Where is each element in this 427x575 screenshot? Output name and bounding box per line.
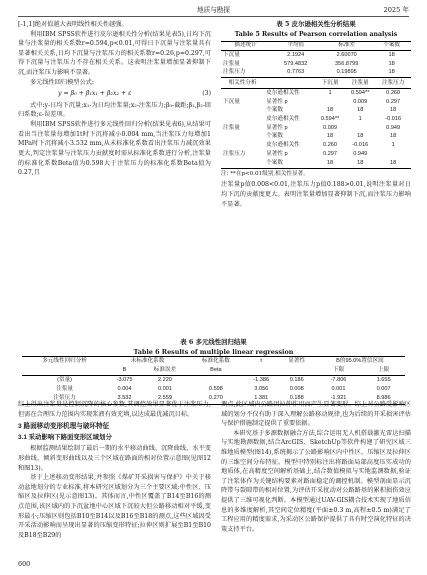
table-cell bbox=[188, 376, 244, 386]
table-cell: 0.297 bbox=[323, 150, 338, 157]
table5-corr-header-row bbox=[221, 79, 411, 88]
table-cell: -0.016 bbox=[352, 142, 369, 149]
table6-header-cell: t bbox=[260, 357, 262, 364]
table-cell: 18 bbox=[357, 107, 364, 114]
table-cell: 0.260 bbox=[386, 89, 401, 96]
table-cell: 皮尔逊相关性 bbox=[266, 89, 300, 96]
table-cell: 0.186 bbox=[289, 377, 304, 384]
table6-header-cell bbox=[279, 366, 315, 376]
table-cell: 显著性 p bbox=[266, 150, 288, 157]
left-paragraphs-section bbox=[18, 444, 211, 540]
table-cell: 18 bbox=[388, 51, 395, 58]
table5-header-cell bbox=[264, 79, 315, 88]
page-number: 600 bbox=[18, 560, 31, 568]
table-cell: 3.532 bbox=[117, 395, 132, 402]
table-cell: 0.188 bbox=[289, 395, 304, 402]
paragraph: 本研究基于多源数据融合方法,综合运用无人机搭载激光雷达扫描与实地勘测数据,结合ArcGIS、SketchUp等软件构建了研究区域三维地质模型(图14),系统揭示了公路影响区内中性区、压缩区及拉伸区的三维空间分布特征。模型中特别标注出将路面局部高度压实成功的地质体,在高精度空间解析基础上,结合数值模拟与实地监测数据,验证了注浆体作为关键结构要素对路面稳定的调控机制。模型剖面显示沉降带与裂隙带的相对位置,为评估开采扰动对公路路基的累积损伤效应提供了三维可视化判断。本模型通过UAV-GIS耦合技术实现了地质信息的多维度解析,其空间定位精度(平面±0.3 m,高程±0.5 m)满足了工程应用的精度需求,为采动区公路保护提供了具有时空演化特征的决策支持平台。 bbox=[221, 429, 411, 533]
paragraph: 根据监测结果绘制了最后一期的水平移动曲线、沉降曲线、水平变形曲线、倾斜变形曲线以及三个区域在路面的相对位置示意图(见图12和图13)。 bbox=[18, 445, 211, 472]
table-cell: 0.949 bbox=[386, 124, 401, 131]
table5-header-cell: 描述统计 bbox=[234, 42, 257, 49]
table-cell: 1 bbox=[358, 116, 362, 122]
section-3-heading: 3 路面移动变形机理与破坏特征 bbox=[18, 423, 110, 431]
table6-header-cell: 上限 bbox=[377, 366, 390, 373]
table6-header-cell: Beta bbox=[210, 366, 222, 373]
left-column-upper bbox=[18, 20, 211, 178]
table-cell: 0.001 bbox=[157, 386, 172, 393]
paragraph: 测点,此区域内公路因拉伸作用而产生显著变形。综上对公路受影响区域的划分不仅有助于深入理解公路移动规律,也为后续的开采损害评估与保护措施制定提供了重要依据。 bbox=[221, 401, 411, 428]
table6-caption-block bbox=[18, 338, 409, 358]
table6-header-cell bbox=[22, 366, 107, 376]
paragraph: 综上得出注浆量是控制沉降的核心参数,其调控效果显著优于注浆压力,但需在合理压力范围内实现浆液有效充填,以达成最优减沉目标。 bbox=[18, 401, 211, 418]
table-cell: 18 bbox=[390, 133, 397, 140]
left-paragraphs-bottom bbox=[18, 400, 211, 419]
table-cell: 显著性 p bbox=[266, 98, 288, 105]
table-cell bbox=[315, 98, 345, 107]
table-cell: -1.921 bbox=[330, 395, 347, 402]
table-cell: 1.381 bbox=[254, 395, 269, 402]
table6-header-cell: 下限 bbox=[332, 366, 345, 373]
table-cell: 0.7763 bbox=[287, 69, 305, 76]
table-cell: 0.001 bbox=[331, 386, 346, 393]
table6-caption: 表 6 多元线性回归结果 bbox=[180, 338, 247, 346]
table-cell bbox=[375, 150, 411, 159]
table5-header-cell: 标准差 bbox=[338, 42, 356, 49]
table5-header-cell: 下沉量 bbox=[321, 80, 339, 87]
table-cell: 18 bbox=[390, 107, 397, 114]
table-cell: 注浆压力 bbox=[53, 395, 76, 402]
table-row bbox=[221, 69, 411, 78]
paragraph: 利用IBM SPSS软件进行多元线性回归分析(结果见表6),从结果可看出当注浆量每增加1t时下沉将减小0.004 mm,当注浆压力每增加1 MPa时下沉将减小3.532 mm,从未标准化系数看出注浆压力减沉效果更大,判定注浆量与注浆压力贡献度时需从标准化系数进行分析,注浆量的标准化系数Beta值为0.598大于注浆压力的标准化系数Beta值为0.27,且 bbox=[18, 121, 211, 177]
table-cell: 18 bbox=[326, 159, 334, 166]
paragraph: 多元线性回归模型公式: bbox=[30, 78, 94, 86]
journal-name: 地质与勘探 bbox=[197, 6, 230, 14]
table-cell: -0.016 bbox=[385, 116, 402, 122]
table-cell: 0.270 bbox=[208, 395, 223, 402]
table-cell: 下沉量 bbox=[223, 51, 240, 58]
section-3-1-heading: 3.1 采动影响下路面变形区域划分 bbox=[18, 434, 112, 442]
formula-number: (3) bbox=[202, 90, 211, 98]
table5-var-cell: 下沉量 bbox=[223, 98, 240, 105]
table6-header-cell: B bbox=[122, 366, 127, 373]
table-row bbox=[221, 60, 411, 69]
table5-header-cell: 注浆量 bbox=[351, 80, 369, 87]
table-cell: 0.260 bbox=[323, 142, 338, 149]
left-column-lower bbox=[18, 400, 211, 540]
table-cell: 显著性 p bbox=[266, 124, 288, 131]
table-cell: 356.8799 bbox=[335, 60, 359, 67]
table6-header-row-1 bbox=[22, 357, 405, 367]
table-cell: 18 bbox=[326, 133, 334, 140]
table-row bbox=[22, 385, 405, 394]
table-cell: 0.004 bbox=[117, 386, 132, 393]
paragraph: [-1,1]绝对值越大表明线性相关性越强。 bbox=[18, 21, 128, 28]
table6 bbox=[22, 356, 405, 405]
right-paragraph-after-table5: 注浆量p值0.008<0.01,注浆压力p值0.188>0.01,说明注浆量对日均下沉的贡献度更大。表明注浆量增加显著抑制下沉,而注浆压力影响不显著。 bbox=[221, 181, 411, 208]
table-cell: 3.056 bbox=[254, 386, 269, 393]
table-cell: (常量) bbox=[57, 377, 73, 384]
table-cell: 0.594** bbox=[320, 116, 340, 122]
table-cell: 0.297 bbox=[386, 98, 401, 105]
table-cell: 18 bbox=[357, 133, 364, 140]
table6-caption-en: Table 6 Results of multiple linear regression bbox=[133, 347, 294, 356]
table5-header-cell: 注浆压力 bbox=[381, 80, 405, 87]
table6-header-cell: 标准化系数 bbox=[201, 357, 230, 364]
table-cell: 0.009 bbox=[353, 98, 368, 105]
table-cell: -7.806 bbox=[330, 377, 347, 384]
table-cell: 8.986 bbox=[376, 395, 391, 402]
table-row bbox=[221, 142, 411, 151]
table-cell: 皮尔逊相关性 bbox=[266, 142, 300, 149]
right-column-lower bbox=[221, 400, 411, 535]
table-row bbox=[221, 51, 411, 60]
table-cell: 个案数 bbox=[266, 133, 283, 140]
table5-var-cell: 注浆量 bbox=[223, 124, 240, 131]
table-cell: 0.008 bbox=[289, 386, 304, 393]
table-cell: 0.598 bbox=[208, 386, 223, 393]
table5-header-cell: 个案数 bbox=[383, 42, 400, 49]
table-cell: -1.386 bbox=[253, 377, 270, 384]
left-paragraphs-top bbox=[18, 20, 211, 87]
table6-header-cell: 未标准化系数 bbox=[130, 357, 165, 364]
table-cell: 2.220 bbox=[157, 377, 172, 384]
table6-header-cell: 标准误差 bbox=[153, 366, 177, 373]
table-cell: 1.655 bbox=[376, 377, 391, 384]
table-cell bbox=[345, 124, 375, 133]
table-cell: 2.559 bbox=[157, 395, 172, 402]
table5-var-cell: 注浆压力 bbox=[223, 150, 246, 157]
table-row bbox=[22, 376, 405, 386]
table6-header-cell bbox=[244, 366, 279, 376]
table-cell: 18 bbox=[388, 60, 395, 67]
paragraph: 基于上述移动变形结果,并参照《煤矿开采损害与保护》中关于移动盆地划分的专业标准,将本研究区域划分为三个主要区域:中性区、压缩区及拉伸区(见示意图13)。其体而言,中性区覆盖了B14至B16的测点范围,该区域内的下沉盆地中心区域下沉较大但公路移动相对平缓,变形最小;压缩区则包括B10至B14以及B16至B18的测点,这些区域因受开采活动影响而呈现出显著的压缩变形特征;拉伸区则扩展至B1至B10及B18至B29的 bbox=[18, 474, 211, 539]
left-paragraphs-mid bbox=[18, 101, 211, 178]
table-cell: 皮尔逊相关性 bbox=[266, 116, 300, 122]
running-header bbox=[18, 4, 409, 17]
table-cell: 18 bbox=[390, 159, 397, 166]
table-cell: 注浆量 bbox=[223, 60, 240, 67]
table-cell: 1 bbox=[328, 89, 332, 96]
table5-correlation bbox=[221, 79, 411, 168]
table-cell: 0.009 bbox=[323, 124, 338, 131]
table-cell: 2.60070 bbox=[336, 51, 357, 58]
table5-note: 注: **在p<0.01级别,相关性显著。 bbox=[221, 170, 309, 177]
table5-caption-en: Table 5 Results of Pearson correlation analysis bbox=[234, 30, 398, 38]
table5-caption: 表 5 皮尔逊相关性分析结果 bbox=[276, 20, 356, 28]
paragraph: 式中:y-日均下沉量;x₁-为日均注浆量;x₂-注浆压力;β₀-截距;β₁,β₂-回归系数;ε-误差项。 bbox=[18, 101, 211, 119]
table-cell: 1 bbox=[391, 142, 395, 149]
table-cell: 0.19895 bbox=[336, 69, 357, 76]
table-cell: 18 bbox=[388, 69, 395, 76]
paragraph: 利用IBM SPSS软件进行皮尔逊相关性分析(结果见表5),日均下沉量与注浆量的相关系数r=0.594,p<0.01,可得日下沉量与注浆量具有显著相关关系,日均下沉量与注浆压力的相关系数r=0.26,p=0.297,可得下沉量与注浆压力不存在相关关系。这表明注浆量增加显著抑制下沉,而注浆压力影响不显著。 bbox=[18, 30, 211, 77]
table6-header-cell: 显著性 bbox=[288, 357, 306, 364]
right-column-upper bbox=[221, 20, 411, 209]
table-cell: 0.949 bbox=[353, 150, 368, 157]
formula-text: y = β₀ + β₁x₁ + β₂x₂ + ε bbox=[58, 90, 132, 98]
table-cell: -3.075 bbox=[116, 377, 133, 384]
journal-year: 2025 年 bbox=[383, 6, 409, 14]
table-row bbox=[221, 89, 411, 98]
table6-header-cell: B的95.0%置信区间 bbox=[336, 357, 384, 364]
table-cell: 18 bbox=[357, 159, 364, 166]
table-cell: 579.4832 bbox=[284, 60, 308, 67]
table-cell: 注浆量 bbox=[56, 386, 73, 393]
table-cell: 注浆压力 bbox=[223, 69, 246, 76]
right-paragraphs-section bbox=[221, 400, 411, 535]
table5-header-cell: 相关性分析 bbox=[228, 80, 257, 87]
table5-header-cell: 平均值 bbox=[287, 42, 305, 49]
table-row bbox=[221, 115, 411, 124]
table-cell: 0.007 bbox=[376, 386, 391, 393]
table6-wrapper bbox=[22, 356, 405, 405]
table-cell: 2.1924 bbox=[287, 51, 305, 58]
table-cell: 0.594** bbox=[351, 89, 370, 96]
table5-header-row bbox=[221, 41, 411, 51]
table-cell: 个案数 bbox=[266, 107, 283, 114]
regression-formula bbox=[18, 87, 211, 101]
table6-header-row-2 bbox=[22, 366, 405, 376]
table5 bbox=[221, 41, 411, 79]
table-cell: 个案数 bbox=[266, 159, 283, 166]
table6-header-cell: 多元线性回归分析 bbox=[42, 357, 87, 364]
table-cell: 18 bbox=[326, 107, 334, 114]
